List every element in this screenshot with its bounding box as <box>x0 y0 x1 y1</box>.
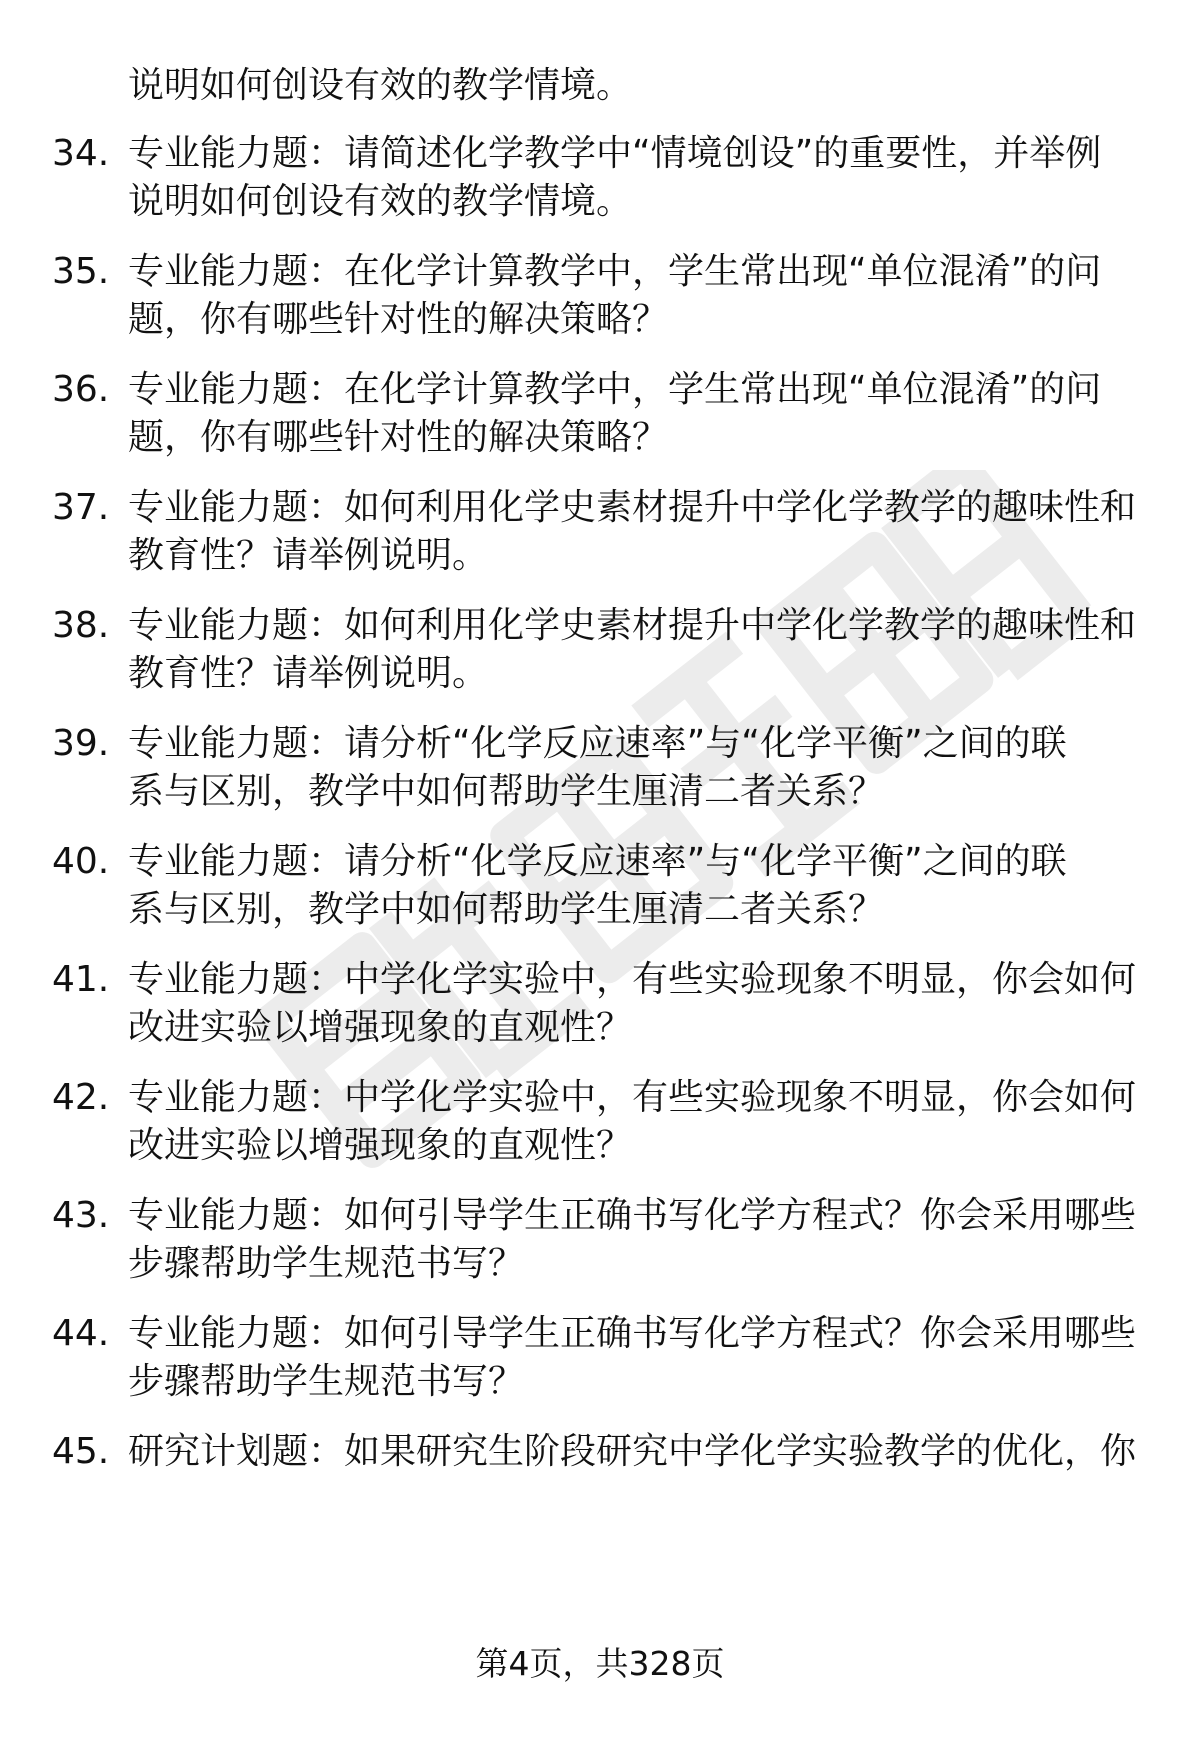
question-line: 专业能力题：请分析“化学反应速率”与“化学平衡”之间的联 <box>128 841 1067 882</box>
question-line: 专业能力题：如何利用化学史素材提升中学化学教学的趣味性和 <box>128 605 1137 646</box>
question-number: 35. <box>52 251 110 292</box>
question-line: 专业能力题：在化学计算教学中，学生常出现“单位混淆”的问 <box>128 251 1102 292</box>
question-line: 教育性？请举例说明。 <box>128 535 489 576</box>
question-number: 40. <box>52 841 110 882</box>
question-text <box>128 838 1138 934</box>
question-line: 专业能力题：中学化学实验中，有些实验现象不明显，你会如何 <box>128 1077 1137 1118</box>
question-number: 37. <box>52 487 110 528</box>
question-text <box>128 956 1138 1052</box>
question-text <box>128 602 1138 698</box>
question-line: 专业能力题：如何引导学生正确书写化学方程式？你会采用哪些 <box>128 1313 1137 1354</box>
question-text <box>128 1074 1138 1170</box>
question-number: 39. <box>52 723 110 764</box>
question-number: 43. <box>52 1195 110 1236</box>
continuation-text: 说明如何创设有效的教学情境。 <box>128 65 633 106</box>
question-line: 研究计划题：如果研究生阶段研究中学化学实验教学的优化，你 <box>128 1431 1137 1472</box>
question-line: 系与区别，教学中如何帮助学生厘清二者关系？ <box>128 889 885 930</box>
question-line: 题，你有哪些针对性的解决策略？ <box>128 417 669 458</box>
question-number: 44. <box>52 1313 110 1354</box>
question-line: 专业能力题：中学化学实验中，有些实验现象不明显，你会如何 <box>128 959 1137 1000</box>
question-line: 专业能力题：如何引导学生正确书写化学方程式？你会采用哪些 <box>128 1195 1137 1236</box>
question-number: 42. <box>52 1077 110 1118</box>
question-line: 步骤帮助学生规范书写？ <box>128 1361 525 1402</box>
question-text <box>128 484 1138 580</box>
question-number: 38. <box>52 605 110 646</box>
question-line: 改进实验以增强现象的直观性？ <box>128 1007 633 1048</box>
question-line: 改进实验以增强现象的直观性？ <box>128 1125 633 1166</box>
question-line: 步骤帮助学生规范书写？ <box>128 1243 525 1284</box>
question-line: 系与区别，教学中如何帮助学生厘清二者关系？ <box>128 771 885 812</box>
question-line: 说明如何创设有效的教学情境。 <box>128 181 633 222</box>
question-line: 专业能力题：请简述化学教学中“情境创设”的重要性，并举例 <box>128 133 1102 174</box>
question-text <box>128 1192 1138 1288</box>
question-number: 34. <box>52 133 110 174</box>
question-text <box>128 130 1138 226</box>
page-footer: 第4页，共328页 <box>475 1644 725 1683</box>
question-text <box>128 720 1138 816</box>
question-line: 题，你有哪些针对性的解决策略？ <box>128 299 669 340</box>
question-number: 45. <box>52 1431 110 1472</box>
question-number: 41. <box>52 959 110 1000</box>
question-text <box>128 248 1138 344</box>
question-line: 专业能力题：请分析“化学反应速率”与“化学平衡”之间的联 <box>128 723 1067 764</box>
question-number: 36. <box>52 369 110 410</box>
question-line: 教育性？请举例说明。 <box>128 653 489 694</box>
question-text <box>128 366 1138 462</box>
question-line: 专业能力题：如何利用化学史素材提升中学化学教学的趣味性和 <box>128 487 1137 528</box>
question-text <box>128 1310 1138 1406</box>
question-text <box>128 1428 1138 1476</box>
question-line: 专业能力题：在化学计算教学中，学生常出现“单位混淆”的问 <box>128 369 1102 410</box>
